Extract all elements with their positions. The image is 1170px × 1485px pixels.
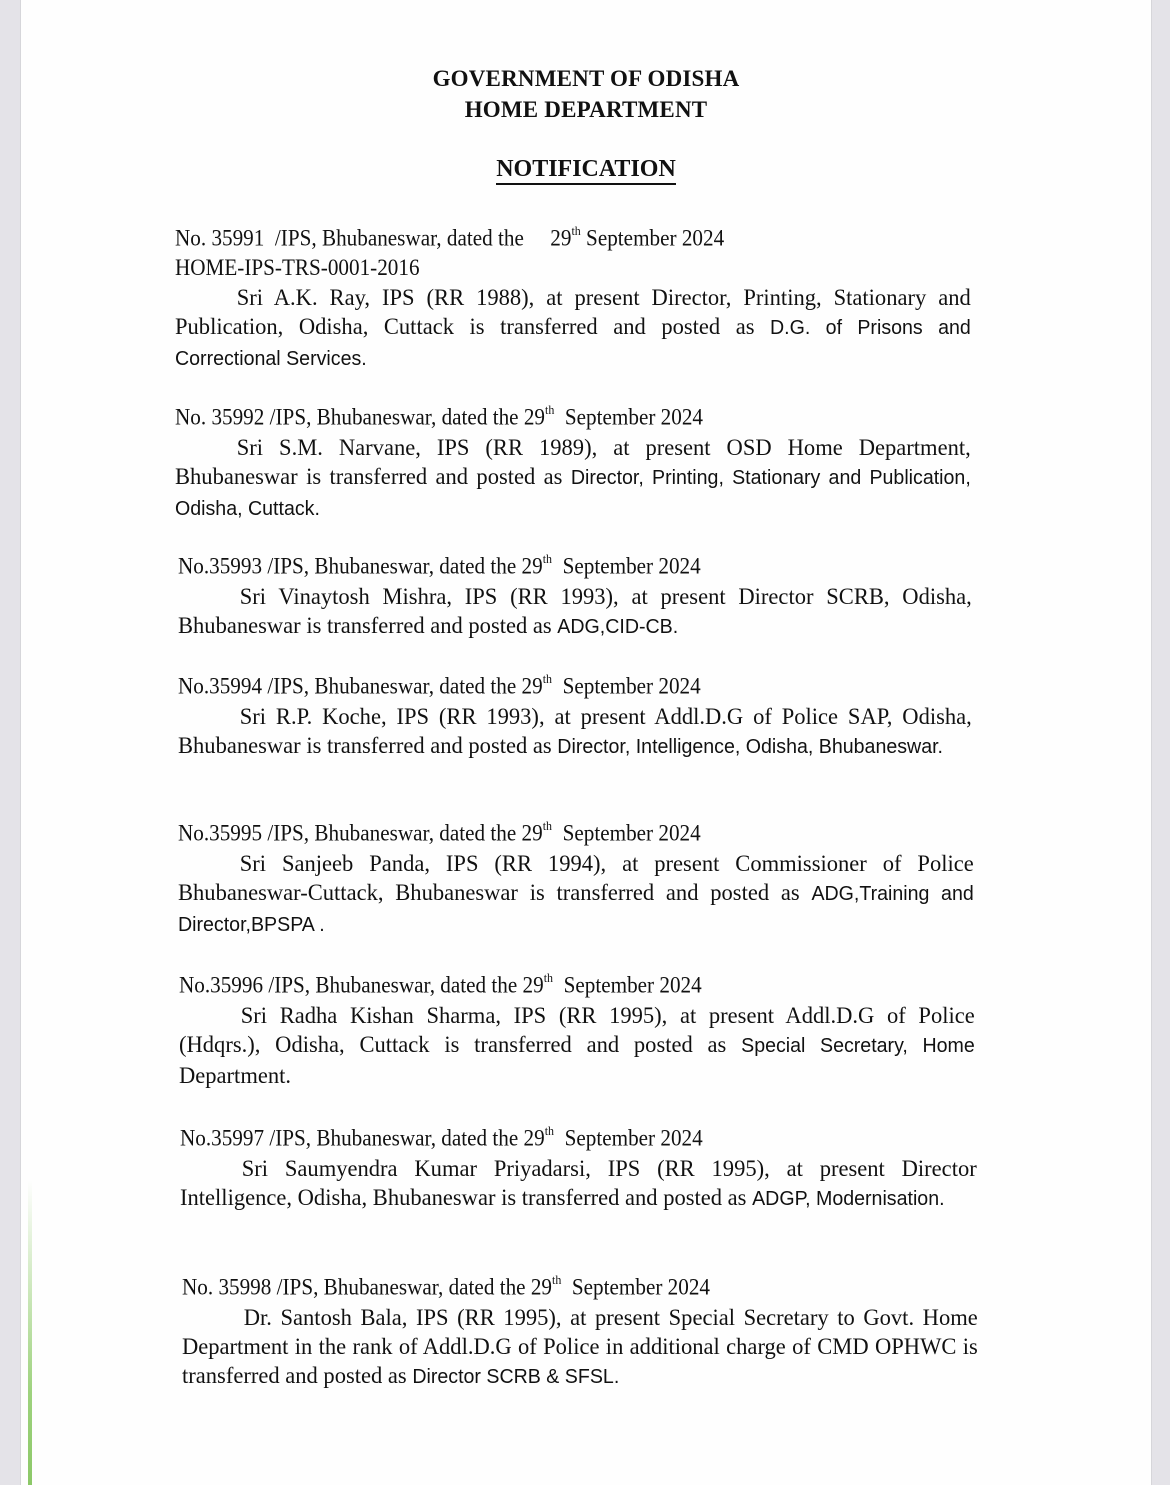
reference-line: No. 35992 /IPS, Bhubaneswar, dated the 29th September 2024 bbox=[175, 402, 703, 430]
notification-entry bbox=[178, 666, 988, 762]
reference-line: No. 35998 /IPS, Bhubaneswar, dated the 29th September 2024 bbox=[182, 1272, 710, 1300]
reference-line: No. 35991 /IPS, Bhubaneswar, dated the 29th September 2024 bbox=[175, 223, 725, 251]
entry-body: Dr. Santosh Bala, IPS (RR 1995), at present Special Secretary to Govt. Home Department in the rank of Addl.D.G of Police in additional charge of CMD OPHWC is transferred and posted as Director SCRB & SFSL. bbox=[182, 1304, 978, 1388]
entry-body: Sri Saumyendra Kumar Priyadarsi, IPS (RR 1995), at present Director Intelligence, Odisha, Bhubaneswar is transferred and posted as ADGP, Modernisation. bbox=[180, 1155, 977, 1210]
notification-entry bbox=[182, 1267, 994, 1392]
entry-body: Sri Sanjeeb Panda, IPS (RR 1994), at present Commissioner of Police Bhubaneswar-Cuttack, Bhubaneswar is transferred and posted as ADG,Training and Director,BPSPA . bbox=[178, 850, 974, 936]
entry-body: Sri S.M. Narvane, IPS (RR 1989), at present OSD Home Department, Bhubaneswar is transferred and posted as Director, Printing, Stationary and Publication, Odisha, Cuttack. bbox=[175, 434, 971, 520]
document-page bbox=[20, 0, 1152, 1485]
government-heading: GOVERNMENT OF ODISHA bbox=[432, 66, 740, 91]
reference-line: No.35996 /IPS, Bhubaneswar, dated the 29th September 2024 bbox=[179, 970, 702, 998]
notification-title-text: NOTIFICATION bbox=[496, 156, 676, 185]
entry-body: Sri Vinaytosh Mishra, IPS (RR 1993), at present Director SCRB, Odisha, Bhubaneswar is transferred and posted as ADG,CID-CB. bbox=[178, 583, 972, 638]
page-edge-highlight bbox=[28, 1180, 32, 1485]
reference-line: No.35997 /IPS, Bhubaneswar, dated the 29th September 2024 bbox=[180, 1123, 703, 1151]
notification-entry bbox=[178, 546, 988, 642]
reference-line: No.35993 /IPS, Bhubaneswar, dated the 29th September 2024 bbox=[178, 551, 701, 579]
entry-body: Sri R.P. Koche, IPS (RR 1993), at present Addl.D.G of Police SAP, Odisha, Bhubaneswar is transferred and posted as Director, Intelligence, Odisha, Bhubaneswar. bbox=[178, 703, 972, 758]
notification-entry bbox=[175, 218, 987, 374]
entry-body: Sri A.K. Ray, IPS (RR 1988), at present Director, Printing, Stationary and Publication, Odisha, Cuttack is transferred and posted as D.G. of Prisons and Correctional Services. bbox=[175, 284, 971, 370]
notification-entry bbox=[179, 965, 991, 1090]
notification-entry bbox=[175, 397, 987, 524]
notification-entry bbox=[178, 813, 990, 940]
notification-entry bbox=[180, 1118, 993, 1214]
notification-title bbox=[20, 156, 1152, 183]
file-number: HOME-IPS-TRS-0001-2016 bbox=[175, 254, 420, 280]
reference-line: No.35995 /IPS, Bhubaneswar, dated the 29th September 2024 bbox=[178, 818, 701, 846]
reference-line: No.35994 /IPS, Bhubaneswar, dated the 29th September 2024 bbox=[178, 671, 701, 699]
entry-body: Sri Radha Kishan Sharma, IPS (RR 1995), at present Addl.D.G of Police (Hdqrs.), Odisha, Cuttack is transferred and posted as Special Secretary, Home Department. bbox=[179, 1002, 975, 1088]
department-heading: HOME DEPARTMENT bbox=[464, 97, 708, 122]
